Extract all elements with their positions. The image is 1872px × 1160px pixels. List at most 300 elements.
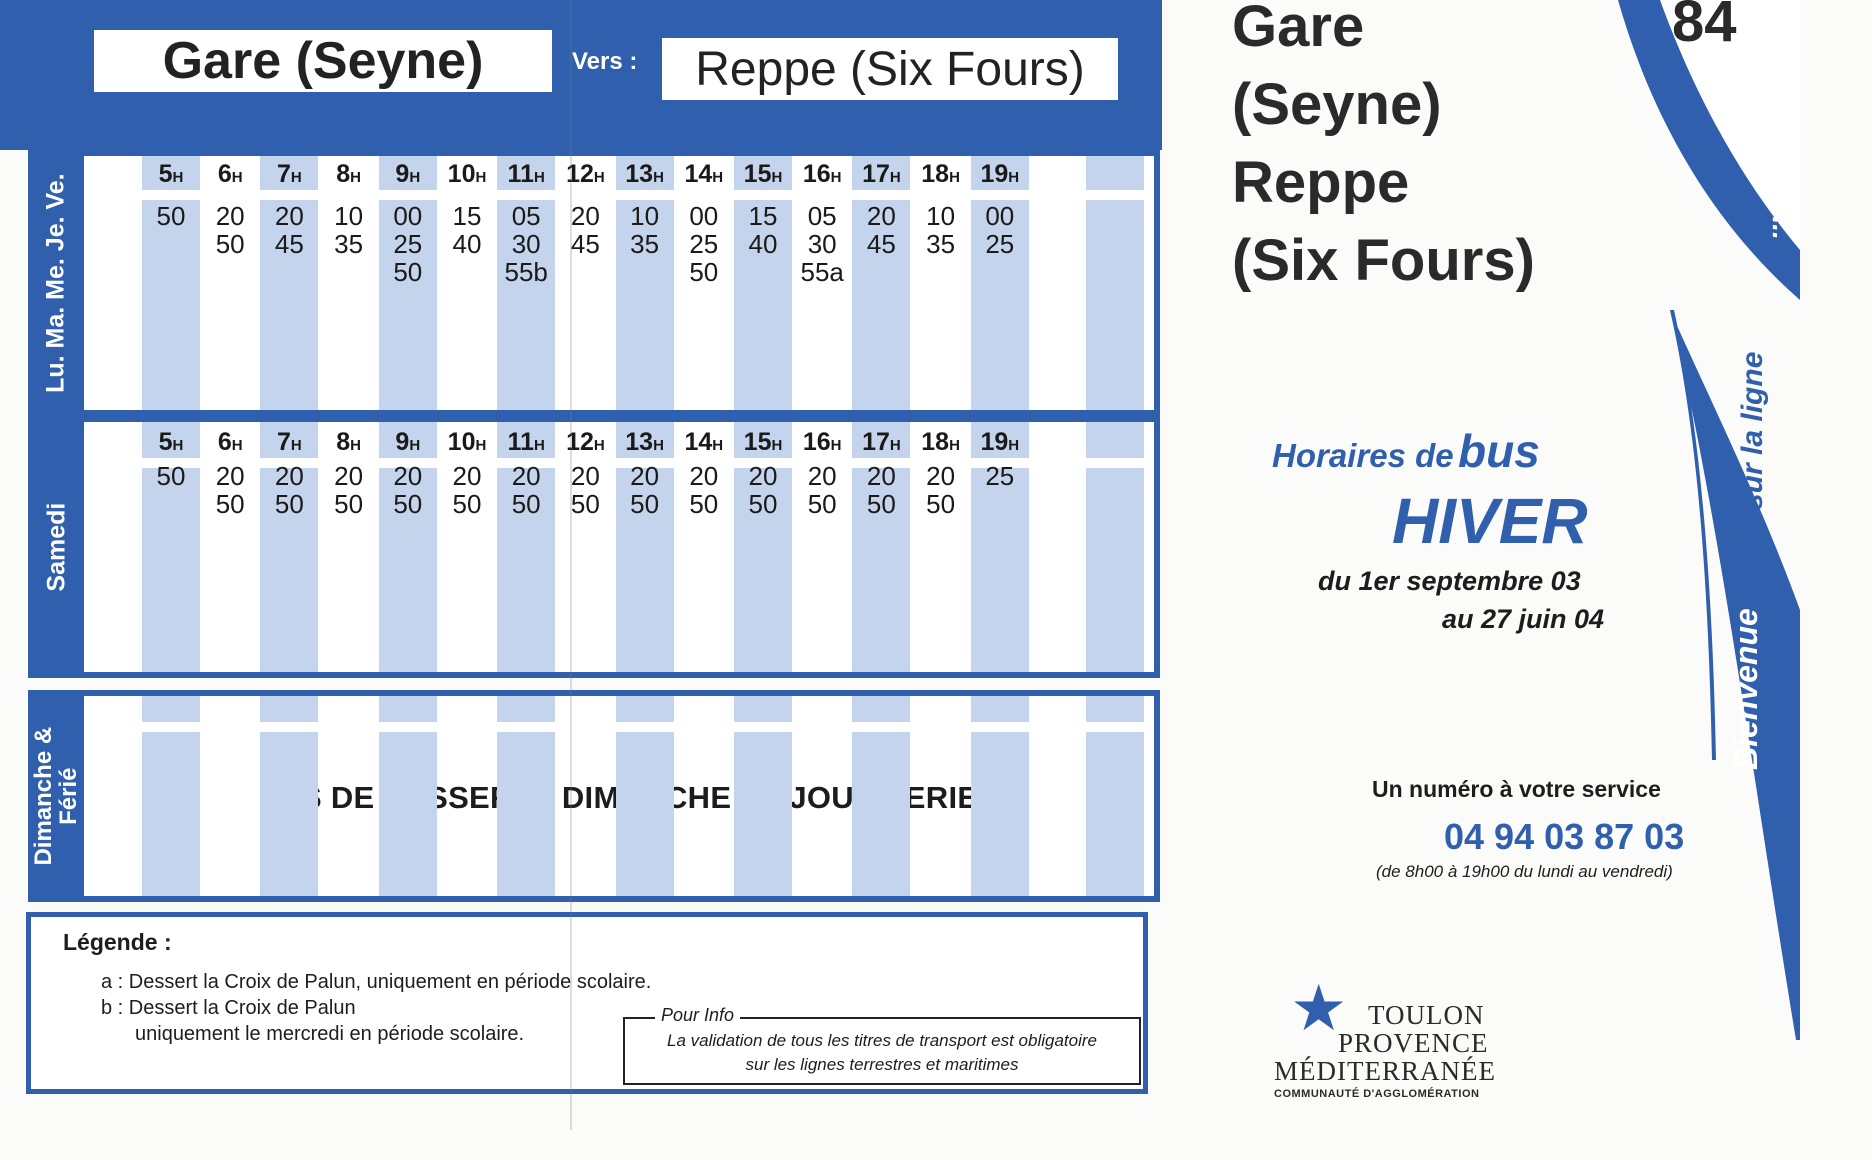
hour-column	[438, 696, 496, 896]
hour-suffix: H	[172, 437, 184, 454]
hour-number: 11	[507, 160, 534, 188]
ribbon-sur-la-ligne: sur la ligne	[1736, 351, 1769, 510]
horaires-prefix: Horaires de	[1272, 437, 1454, 474]
weekday-label-area	[28, 150, 84, 416]
departure-times	[379, 202, 437, 286]
hour-number: 11	[507, 428, 534, 456]
hour-number: 7	[277, 428, 291, 456]
departure-time: 50	[807, 489, 837, 519]
departure-time: 45	[866, 229, 896, 259]
logo-line-1: TOULON	[1368, 1000, 1485, 1030]
sunday-label-area	[28, 690, 84, 902]
hour-column	[971, 156, 1029, 410]
column-gap	[616, 722, 674, 732]
hour-label	[912, 428, 970, 457]
hour-suffix: H	[771, 169, 783, 186]
departure-times	[971, 462, 1029, 490]
info-box	[623, 1005, 1141, 1085]
hour-label	[379, 428, 437, 457]
hour-number: 18	[921, 160, 950, 188]
departure-time: 25	[985, 461, 1015, 491]
empty-column	[1086, 422, 1144, 672]
empty-column	[1086, 156, 1144, 410]
departure-time: 50	[511, 489, 541, 519]
hour-number: 15	[743, 428, 772, 456]
hour-suffix: H	[653, 437, 664, 454]
hour-column	[971, 696, 1029, 896]
departure-time: 50	[215, 489, 245, 519]
hour-suffix: H	[653, 169, 664, 186]
departure-time: 20	[570, 461, 600, 491]
departure-time: 20	[393, 461, 423, 491]
departure-time: 25	[689, 229, 719, 259]
hour-column	[379, 422, 437, 672]
column-gap	[497, 190, 555, 200]
departure-time: 50	[156, 461, 186, 491]
hour-label	[734, 160, 792, 189]
hour-label	[379, 160, 437, 189]
hour-suffix: H	[475, 437, 487, 454]
weekday-schedule	[28, 150, 1160, 416]
departure-times	[793, 202, 851, 286]
departure-times	[260, 202, 318, 258]
column-gap	[497, 722, 555, 732]
departure-time: 50	[866, 489, 896, 519]
column-gap	[142, 190, 200, 200]
column-gap	[734, 190, 792, 200]
hour-label	[556, 428, 614, 457]
departure-times	[320, 462, 378, 518]
departure-times	[852, 462, 910, 518]
saturday-grid	[84, 422, 1154, 672]
hour-suffix: H	[830, 437, 842, 454]
hour-column	[379, 696, 437, 896]
hour-suffix: H	[889, 437, 901, 454]
departure-times	[497, 202, 555, 286]
hour-number: 6	[217, 160, 232, 188]
hour-label	[852, 160, 910, 189]
departure-time: 20	[630, 461, 660, 491]
hour-column	[793, 156, 851, 410]
hour-column	[201, 696, 259, 896]
fold-crease	[570, 0, 572, 1130]
saturday-schedule	[28, 416, 1160, 678]
hour-label	[497, 428, 555, 457]
hour-label	[675, 160, 733, 189]
hour-column	[793, 422, 851, 672]
hour-number: 8	[336, 160, 351, 188]
hour-column	[438, 422, 496, 672]
legend-title: Légende :	[63, 929, 172, 955]
validity-dates	[1318, 562, 1604, 638]
hour-number: 10	[447, 160, 476, 188]
departure-time: 40	[748, 229, 778, 259]
sunday-label-line2: Férié	[55, 767, 83, 825]
phone-hours: (de 8h00 à 19h00 du lundi au vendredi)	[1376, 862, 1673, 881]
column-gap	[320, 190, 378, 200]
hour-column	[852, 156, 910, 410]
hour-suffix: H	[350, 437, 361, 454]
hour-suffix: H	[290, 437, 302, 454]
hour-label	[320, 428, 378, 457]
departure-times	[556, 202, 614, 258]
departure-times	[142, 202, 200, 230]
vers-label: Vers :	[572, 48, 638, 75]
hour-column	[556, 422, 614, 672]
hour-column	[320, 696, 378, 896]
info-text	[625, 1029, 1139, 1077]
departure-time: 20	[334, 461, 364, 491]
hour-number: 14	[684, 160, 713, 188]
hour-column	[142, 156, 200, 410]
departure-times	[675, 202, 733, 286]
hour-column	[616, 422, 674, 672]
hour-label	[438, 160, 496, 189]
hour-label	[616, 160, 674, 189]
hour-suffix: H	[712, 169, 724, 186]
hour-column	[556, 696, 614, 896]
hour-number: 12	[566, 428, 594, 456]
departure-times	[379, 462, 437, 518]
departure-time: 00	[393, 201, 423, 231]
departure-time: 05	[807, 201, 837, 231]
hour-column	[142, 696, 200, 896]
column-gap	[793, 190, 851, 200]
departure-time: 50	[334, 489, 364, 519]
hour-suffix: H	[409, 169, 421, 186]
departure-time: 20	[274, 461, 304, 491]
hour-label	[438, 428, 496, 457]
cover-title	[1232, 0, 1535, 300]
saturday-label: Samedi	[41, 502, 70, 592]
header-band	[0, 0, 1162, 150]
legend-item-b-continued: uniquement le mercredi en période scolaire.	[135, 1023, 525, 1045]
departure-times	[971, 202, 1029, 258]
hour-column	[379, 156, 437, 410]
hour-column	[497, 422, 555, 672]
star-figure-icon: ★	[1290, 972, 1348, 1044]
hour-column	[675, 156, 733, 410]
departure-times	[438, 202, 496, 258]
hour-column	[142, 422, 200, 672]
hour-number: 13	[625, 160, 654, 188]
legend-item-a: a : Dessert la Croix de Palun, uniquement en période scolaire.	[101, 971, 652, 993]
departure-times	[675, 462, 733, 518]
hour-column	[616, 156, 674, 410]
departure-time: 30	[511, 229, 541, 259]
hour-label	[734, 428, 792, 457]
column-gap	[379, 190, 437, 200]
departure-time: 25	[393, 229, 423, 259]
hour-column	[201, 156, 259, 410]
departure-time: 20	[748, 461, 778, 491]
departure-times	[497, 462, 555, 518]
departure-time: 20	[570, 201, 600, 231]
departure-time: 55a	[800, 257, 844, 287]
hour-suffix: H	[290, 169, 302, 186]
hour-number: 14	[684, 428, 713, 456]
departure-times	[616, 462, 674, 518]
hour-label	[320, 160, 378, 189]
hour-column	[912, 156, 970, 410]
hour-number: 16	[802, 428, 831, 456]
hour-suffix: H	[949, 437, 960, 454]
cover-title-line-1: Gare	[1232, 0, 1365, 59]
departure-time: 50	[926, 489, 956, 519]
horaires-bus: bus	[1458, 425, 1540, 477]
hour-number: 17	[862, 428, 890, 456]
departure-time: 40	[452, 229, 482, 259]
hour-number: 8	[336, 428, 351, 456]
hour-column	[556, 156, 614, 410]
departure-time: 35	[334, 229, 364, 259]
no-service-notice: DE DESSERTE JOUR FERIE	[330, 780, 979, 815]
ribbon-bienvenue: Bienvenue	[1728, 608, 1764, 770]
hour-column	[675, 696, 733, 896]
departure-time: 00	[689, 201, 719, 231]
hour-suffix: H	[1008, 169, 1020, 186]
line-number: 84	[1672, 0, 1737, 54]
column-gap	[142, 722, 200, 732]
hour-suffix: H	[830, 169, 842, 186]
hour-label	[142, 428, 200, 457]
departure-times	[201, 462, 259, 518]
hour-column	[497, 156, 555, 410]
sunday-grid	[84, 696, 1154, 896]
weekday-grid	[84, 156, 1154, 410]
departure-time: 50	[215, 229, 245, 259]
column-gap	[852, 190, 910, 200]
departure-time: 50	[689, 489, 719, 519]
hour-column	[320, 156, 378, 410]
departure-times	[260, 462, 318, 518]
hour-label	[971, 160, 1029, 189]
column-gap	[616, 190, 674, 200]
hour-column	[852, 422, 910, 672]
hour-column	[971, 422, 1029, 672]
hour-label	[852, 428, 910, 457]
departure-times	[734, 202, 792, 258]
hour-column	[260, 156, 318, 410]
hour-number: 6	[217, 428, 232, 456]
column-gap	[260, 722, 318, 732]
departure-times	[912, 202, 970, 258]
info-title: Pour Info	[655, 1005, 740, 1026]
column-gap	[852, 722, 910, 732]
departure-time: 30	[807, 229, 837, 259]
departure-time: 15	[748, 201, 778, 231]
departure-times	[616, 202, 674, 258]
departure-time: 50	[156, 201, 186, 231]
hour-number: 10	[447, 428, 476, 456]
hour-column	[734, 696, 792, 896]
column-gap	[320, 722, 378, 732]
hour-suffix: H	[475, 169, 487, 186]
hour-column	[616, 696, 674, 896]
departure-time: 55b	[504, 257, 548, 287]
hour-number: 19	[980, 160, 1009, 188]
origin-station: Gare (Seyne)	[94, 30, 552, 92]
departure-times	[142, 462, 200, 490]
departure-time: 45	[274, 229, 304, 259]
departure-time: 10	[334, 201, 364, 231]
hour-number: 19	[980, 428, 1009, 456]
hour-column	[260, 696, 318, 896]
hour-column	[260, 422, 318, 672]
hour-suffix: H	[771, 437, 783, 454]
hour-label	[260, 428, 318, 457]
info-line-2: sur les lignes terrestres et maritimes	[745, 1055, 1019, 1074]
column-gap	[734, 722, 792, 732]
phone-number[interactable]: 04 94 03 87 03	[1444, 816, 1685, 857]
hour-label	[912, 160, 970, 189]
hour-suffix: H	[889, 169, 901, 186]
departure-time: 45	[570, 229, 600, 259]
hour-number: 15	[743, 160, 772, 188]
empty-column	[1086, 696, 1144, 896]
horaires-heading	[1272, 424, 1540, 478]
date-from: du 1er septembre 03	[1318, 566, 1581, 596]
departure-time: 50	[393, 257, 423, 287]
hour-column	[734, 422, 792, 672]
hour-column	[320, 422, 378, 672]
departure-times	[912, 462, 970, 518]
column-gap	[556, 722, 614, 732]
column-gap	[912, 190, 970, 200]
hour-column	[675, 422, 733, 672]
hour-number: 12	[566, 160, 594, 188]
departure-time: 20	[866, 461, 896, 491]
column-gap	[971, 722, 1029, 732]
date-to: au 27 juin 04	[1442, 604, 1605, 634]
toulon-provence-logo	[1274, 972, 1510, 1106]
hour-number: 13	[625, 428, 654, 456]
departure-time: 50	[452, 489, 482, 519]
cover-title-line-4: (Six Fours)	[1232, 228, 1535, 293]
hour-label	[142, 160, 200, 189]
hour-suffix: H	[949, 169, 960, 186]
column-gap	[260, 190, 318, 200]
departure-time: 20	[215, 201, 245, 231]
departure-time: 50	[570, 489, 600, 519]
hour-suffix: H	[533, 437, 545, 454]
column-gap	[912, 722, 970, 732]
hour-label	[201, 160, 259, 189]
hour-suffix: H	[593, 437, 605, 454]
column-gap	[675, 190, 733, 200]
departure-time: 35	[926, 229, 956, 259]
departure-time: 50	[689, 257, 719, 287]
column-gap	[971, 190, 1029, 200]
column-gap	[1086, 190, 1144, 200]
departure-times	[438, 462, 496, 518]
departure-time: 50	[274, 489, 304, 519]
hour-number: 9	[395, 160, 410, 188]
departure-time: 20	[807, 461, 837, 491]
departure-times	[852, 202, 910, 258]
departure-time: 50	[393, 489, 423, 519]
column-gap	[675, 722, 733, 732]
hour-label	[201, 428, 259, 457]
hour-column	[912, 696, 970, 896]
column-gap	[201, 722, 259, 732]
departure-times	[734, 462, 792, 518]
logo-line-2: PROVENCE	[1338, 1028, 1489, 1058]
departure-time: 05	[511, 201, 541, 231]
departure-time: 00	[985, 201, 1015, 231]
info-line-1: La validation de tous les titres de transport est obligatoire	[667, 1031, 1097, 1050]
departure-time: 20	[926, 461, 956, 491]
hour-label	[497, 160, 555, 189]
ribbon-dots: ...	[1752, 214, 1783, 238]
hour-number: 16	[802, 160, 831, 188]
cover-title-line-2: (Seyne)	[1232, 72, 1442, 137]
departure-time: 20	[452, 461, 482, 491]
hour-number: 5	[158, 160, 173, 188]
hour-suffix: H	[409, 437, 421, 454]
column-gap	[1086, 722, 1144, 732]
column-gap	[1086, 458, 1144, 468]
departure-time: 20	[274, 201, 304, 231]
hour-number: 5	[158, 428, 173, 456]
hour-suffix: H	[231, 169, 243, 186]
departure-time: 20	[511, 461, 541, 491]
departure-time: 20	[689, 461, 719, 491]
hour-column	[734, 156, 792, 410]
departure-time: 10	[630, 201, 660, 231]
logo-line-3: MÉDITERRANÉE	[1274, 1056, 1496, 1086]
departure-times	[320, 202, 378, 258]
destination-station: Reppe (Six Fours)	[662, 38, 1118, 100]
logo-subtitle: COMMUNAUTÉ D'AGGLOMÉRATION	[1274, 1088, 1480, 1100]
column-gap	[201, 190, 259, 200]
hour-suffix: H	[593, 169, 605, 186]
departure-times	[201, 202, 259, 258]
hour-suffix: H	[533, 169, 545, 186]
column-gap	[793, 722, 851, 732]
hour-number: 17	[862, 160, 890, 188]
hour-number: 18	[921, 428, 950, 456]
departure-times	[556, 462, 614, 518]
departure-time: 10	[926, 201, 956, 231]
hour-label	[793, 428, 851, 457]
legend-box	[26, 912, 1148, 1094]
departure-time: 50	[630, 489, 660, 519]
column-gap	[438, 722, 496, 732]
sunday-schedule	[28, 690, 1160, 902]
hour-label	[616, 428, 674, 457]
weekday-label: Lu. Ma. Me. Je. Ve.	[41, 173, 70, 393]
hour-label	[793, 160, 851, 189]
departure-time: 15	[452, 201, 482, 231]
cover-title-line-3: Reppe	[1232, 150, 1410, 215]
hour-column	[497, 696, 555, 896]
sunday-label	[31, 727, 81, 866]
sunday-label-line1: Dimanche &	[29, 726, 57, 866]
hour-suffix: H	[712, 437, 724, 454]
departure-time: 20	[866, 201, 896, 231]
hour-number: 7	[277, 160, 291, 188]
blue-ribbon-graphic	[1600, 0, 1800, 1060]
departure-time: 25	[985, 229, 1015, 259]
departure-time: 35	[630, 229, 660, 259]
hour-suffix: H	[350, 169, 361, 186]
hour-label	[260, 160, 318, 189]
season-title: HIVER	[1392, 485, 1588, 557]
column-gap	[379, 722, 437, 732]
hour-suffix: H	[231, 437, 243, 454]
hour-suffix: H	[172, 169, 184, 186]
